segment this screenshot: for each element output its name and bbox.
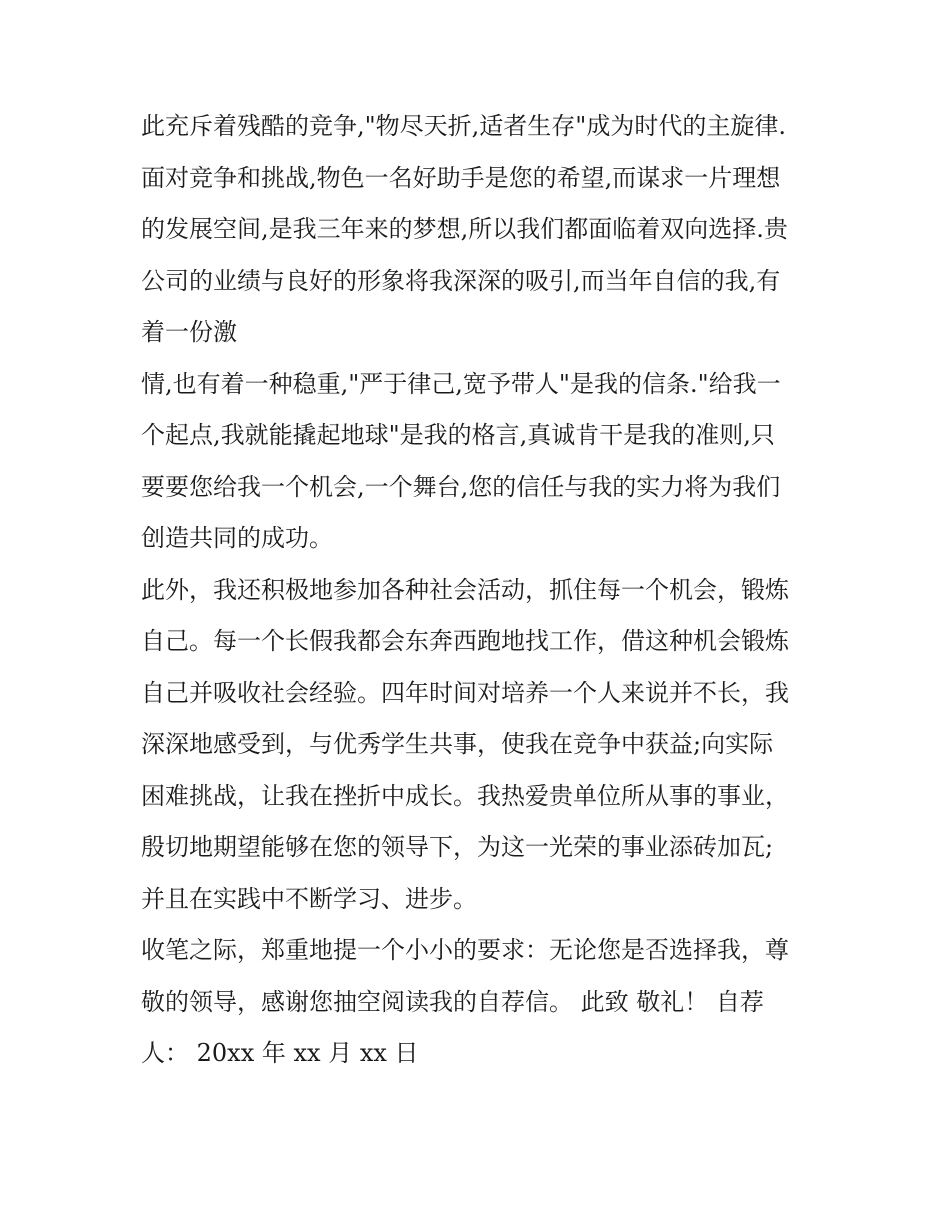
text-line: 面对竞争和挑战,物色一名好助手是您的希望,而谋求一片理想: [141, 163, 781, 192]
text-line: 要要您给我一个机会,一个舞台,您的信任与我的实力将为我们: [141, 472, 781, 501]
text-line: 敬的领导，感谢您抽空阅读我的自荐信。 此致 敬礼！ 自荐: [141, 987, 764, 1016]
text-line: 深深地感受到，与优秀学生共事，使我在竞争中获益;向实际: [141, 730, 774, 758]
text-line: 并且在实践中不断学习、进步。: [141, 884, 477, 913]
text-line: 情,也有着一种稳重,"严于律己,宽予带人"是我的信条."给我一: [141, 369, 781, 398]
text-line: 此充斥着残酷的竞争,"物尽天折,适者生存"成为时代的主旋律.: [141, 112, 786, 140]
text-line: 个起点,我就能撬起地球"是我的格言,真诚肯干是我的准则,只: [141, 421, 775, 449]
text-line: 此外，我还积极地参加各种社会活动，抓住每一个机会，锻炼: [141, 575, 789, 604]
text-line: 自己。每一个长假我都会东奔西跑地找工作，借这种机会锻炼: [141, 627, 789, 655]
text-line: 殷切地期望能够在您的领导下，为这一光荣的事业添砖加瓦;: [141, 833, 774, 861]
text-line: 收笔之际，郑重地提一个小小的要求：无论您是否选择我，尊: [141, 936, 789, 964]
text-line: 的发展空间,是我三年来的梦想,所以我们都面临着双向选择.贵: [141, 215, 788, 243]
text-line: 着一份激: [141, 318, 237, 346]
signature-date-line: 人： 20xx 年 xx 月 xx 日: [141, 1039, 419, 1067]
text-line: 公司的业绩与良好的形象将我深深的吸引,而当年自信的我,有: [141, 266, 781, 295]
text-line: 自己并吸收社会经验。四年时间对培养一个人来说并不长，我: [141, 678, 789, 707]
text-line: 困难挑战，让我在挫折中成长。我热爱贵单位所从事的事业，: [141, 781, 789, 810]
letter-body: [141, 101, 831, 1080]
text-line: 创造共同的成功。: [141, 524, 333, 552]
